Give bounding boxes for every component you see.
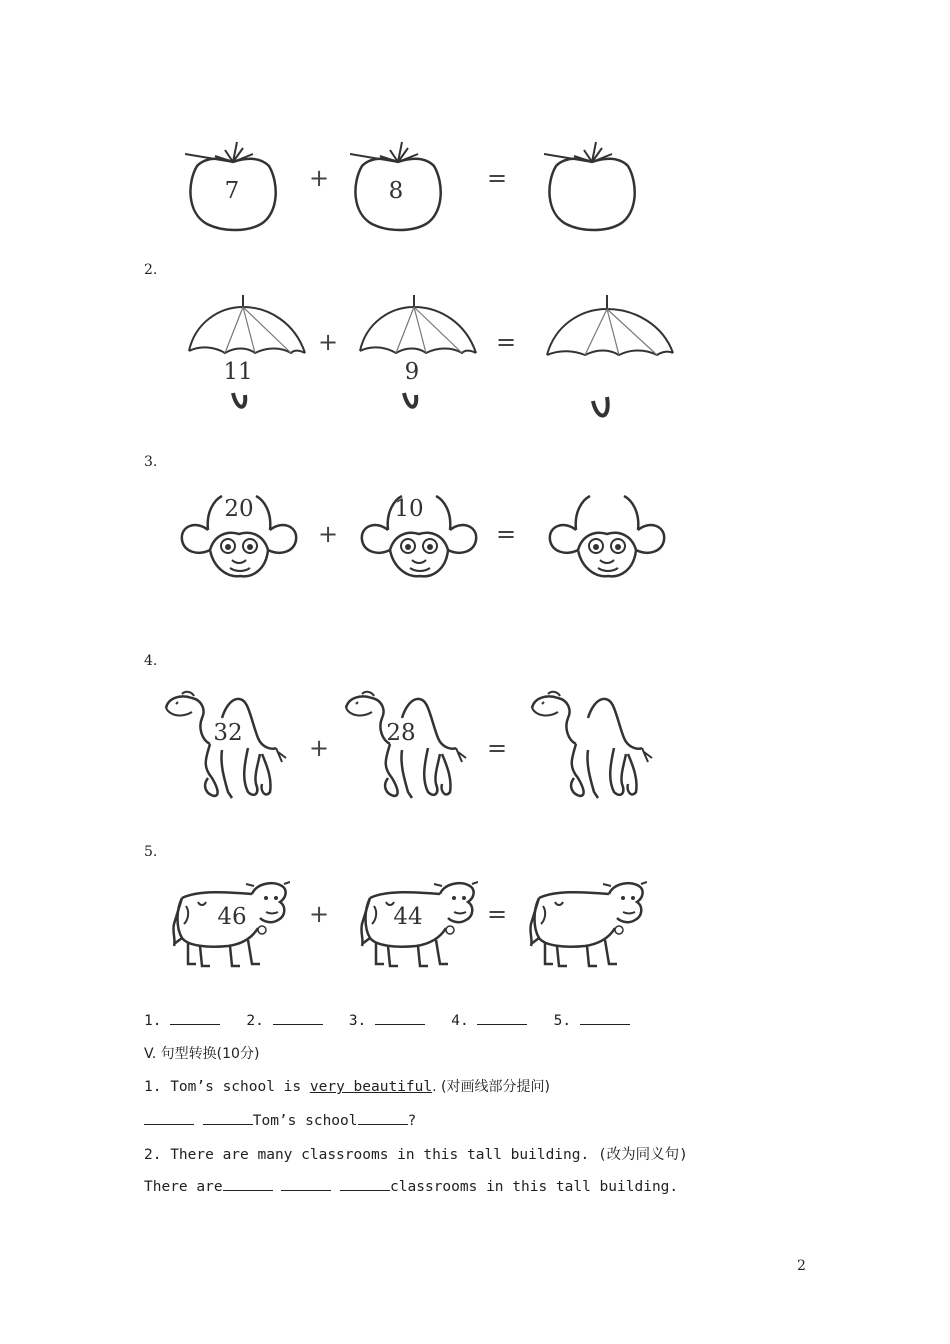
operand-1: 20 <box>224 496 254 522</box>
operand-1: 46 <box>217 904 247 930</box>
operand-2: 8 <box>388 178 404 204</box>
question-label: 3. <box>144 454 158 470</box>
answer-label: 5. <box>553 1013 572 1029</box>
question-label: 4. <box>144 653 158 669</box>
answer-blank[interactable] <box>273 1010 323 1025</box>
operand-2: 9 <box>404 359 420 385</box>
answer-blank[interactable] <box>477 1010 527 1025</box>
question-1-prefix: 1. Tom’s school is <box>144 1079 310 1095</box>
operand-2: 10 <box>394 496 424 522</box>
umbrella-picture <box>185 293 307 418</box>
camel-picture <box>528 688 660 800</box>
operand-1: 32 <box>213 720 243 746</box>
question-2-text: 2. There are many classrooms in this tall building. (改为同义句) <box>144 1147 688 1163</box>
answer-label: 3. <box>348 1013 367 1029</box>
plus-sign: + <box>309 164 330 192</box>
plus-sign: + <box>318 328 339 356</box>
equals-sign: = <box>487 734 508 762</box>
question-label: 2. <box>144 262 158 278</box>
operand-1: 7 <box>224 178 240 204</box>
cow-picture <box>525 876 647 970</box>
question-1-instruction: . (对画线部分提问) <box>432 1079 550 1095</box>
question-2-answer <box>144 1176 678 1195</box>
page-number: 2 <box>797 1258 806 1274</box>
equals-sign: = <box>487 164 508 192</box>
question-1-answer <box>144 1110 416 1129</box>
section-title: V. 句型转换(10分) <box>144 1046 260 1062</box>
tomato-picture <box>544 138 640 232</box>
answer-label: 1. <box>144 1013 162 1029</box>
operand-2: 28 <box>386 720 416 746</box>
question-2 <box>144 1143 688 1164</box>
equals-sign: = <box>487 900 508 928</box>
answer-text: classrooms in this tall building. <box>390 1179 679 1195</box>
question-label: 5. <box>144 844 158 860</box>
plus-sign: + <box>309 734 330 762</box>
answer-blank[interactable] <box>281 1176 331 1191</box>
answer-text: There are <box>144 1179 223 1195</box>
plus-sign: + <box>318 520 339 548</box>
answer-blank[interactable] <box>358 1110 408 1125</box>
equals-sign: = <box>496 328 517 356</box>
answer-blank[interactable] <box>170 1010 220 1025</box>
underlined-phrase: very beautiful <box>309 1079 433 1095</box>
monkey-picture <box>548 490 666 580</box>
answer-label: 2. <box>246 1013 264 1029</box>
umbrella-picture <box>356 293 478 418</box>
plus-sign: + <box>309 900 330 928</box>
answer-text: Tom’s school <box>252 1113 358 1129</box>
question-mark: ? <box>407 1113 417 1129</box>
operand-2: 44 <box>393 904 423 930</box>
answer-label: 4. <box>451 1013 469 1029</box>
operand-1: 11 <box>223 359 253 385</box>
answer-blank[interactable] <box>340 1176 390 1191</box>
answer-blanks-row <box>144 1010 630 1029</box>
umbrella-picture <box>545 293 675 423</box>
question-1 <box>144 1076 550 1096</box>
equals-sign: = <box>496 520 517 548</box>
answer-blank[interactable] <box>580 1010 630 1025</box>
answer-blank[interactable] <box>203 1110 253 1125</box>
answer-blank[interactable] <box>375 1010 425 1025</box>
answer-blank[interactable] <box>144 1110 194 1125</box>
answer-blank[interactable] <box>223 1176 273 1191</box>
